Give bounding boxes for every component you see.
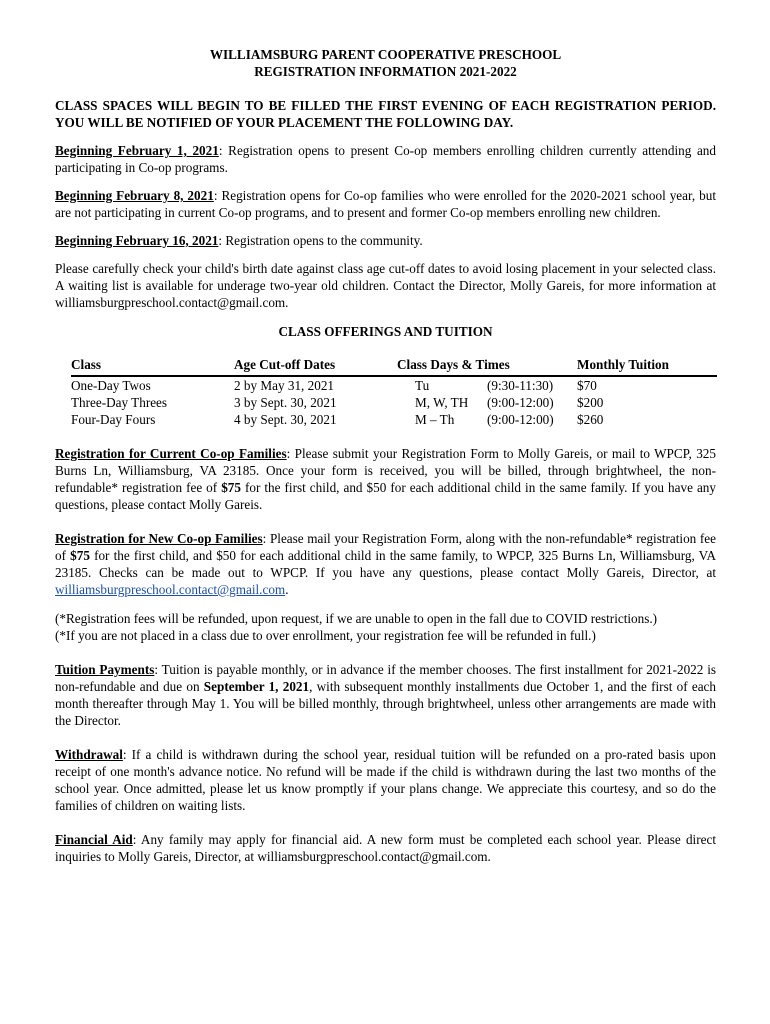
current-families-text-b: for the first child, and $50 for each additional child in the same family. If you have any questions, please contact Molly Gareis. [55,480,716,512]
class-offerings-table [71,356,717,428]
financial-aid-label: Financial Aid [55,832,133,847]
tuition-payments-label: Tuition Payments [55,662,155,677]
tuition-payments-text-a: : Tuition is payable monthly, or in advance if the member chooses. The first installment for 2021-2022 is non-refundable and due on [55,662,716,694]
date-paragraph-2 [55,187,716,221]
class-tuition: $260 [577,412,604,427]
table-row [71,376,717,394]
current-families-label: Registration for Current Co-op Families [55,446,287,461]
financial-aid-text: : Any family may apply for financial aid. A new form must be completed each school year. Please direct inquiries to Molly Gareis, Director, at williamsburgpreschool.contact@gmail.com. [55,832,716,864]
column-header-cutoff: Age Cut-off Dates [234,356,397,376]
tuition-payments-text-b: , with subsequent monthly installments due October 1, and the first of each month thereafter through May 1. You will be billed monthly, through brightwheel, unless other arrangements are made with the Director. [55,679,716,728]
contact-email-link[interactable]: williamsburgpreschool.contact@gmail.com [55,582,286,597]
class-times: (9:30-11:30) [487,378,554,393]
class-cutoff: 3 by Sept. 30, 2021 [234,395,337,410]
class-tuition: $200 [577,395,604,410]
document-page [55,46,716,865]
class-schedule [397,411,577,428]
class-days: Tu [415,378,430,393]
title-line-1: WILLIAMSBURG PARENT COOPERATIVE PRESCHOOL [209,47,562,62]
withdrawal-text: : If a child is withdrawn during the school year, residual tuition will be refunded on a pro-rated basis upon receipt of one month's advance notice. No refund will be made if the child is withdrawn during the last two months of the school year. Once admitted, please let us know promptly if your plans change. We appreciate this courtesy, and so do the families of children on waiting lists. [55,747,716,813]
class-schedule [397,394,577,411]
column-header-class: Class [71,356,234,376]
column-header-tuition: Monthly Tuition [577,356,717,376]
date-paragraph-3 [55,232,716,249]
date-label-3: Beginning February 16, 2021 [55,233,219,248]
offerings-heading: CLASS OFFERINGS AND TUITION [278,324,493,339]
new-families-paragraph [55,530,716,598]
class-tuition: $70 [577,378,597,393]
current-families-paragraph [55,445,716,513]
date-text-1: : Registration opens to present Co-op members enrolling children currently attending and participating in Co-op programs. [55,143,716,175]
date-label-1: Beginning February 1, 2021 [55,143,219,158]
class-days: M, W, TH [415,395,469,410]
current-families-text-a: : Please submit your Registration Form to Molly Gareis, or mail to WPCP, 325 Burns Ln, Williamsburg, VA 23185. Once your form is received, you will be billed, through brightwheel, the non-refundable* registration fee of [55,446,716,495]
new-families-text-b: for the first child, and $50 for each additional child in the same family, to WPCP, 325 Burns Ln, Williamsburg, VA 23185. Checks can be made out to WPCP. If you have any questions, please contact Molly Gareis, Director, at [55,548,716,580]
date-label-2: Beginning February 8, 2021 [55,188,214,203]
new-families-text-c: . [285,582,289,597]
class-name: Four-Day Fours [71,412,156,427]
class-name: One-Day Twos [71,378,151,393]
class-schedule [397,376,577,394]
table-row [71,394,717,411]
tuition-payments-paragraph [55,661,716,729]
new-families-fee: $75 [70,548,90,563]
refund-note-1: (*Registration fees will be refunded, upon request, if we are unable to open in the fall due to COVID restrictions.) [55,611,658,626]
placement-notice: CLASS SPACES WILL BEGIN TO BE FILLED THE FIRST EVENING OF EACH REGISTRATION PERIOD. YOU WILL BE NOTIFIED OF YOUR PLACEMENT THE FOLLOWING DAY. [55,98,716,130]
tuition-due-date: September 1, 2021 [203,679,310,694]
date-text-2: : Registration opens for Co-op families who were enrolled for the 2020-2021 school year, but are not participating in current Co-op programs, and to present and former Co-op members enrolling new children. [55,188,716,220]
document-title [55,46,716,80]
class-days: M – Th [415,412,455,427]
class-name: Three-Day Threes [71,395,168,410]
current-families-fee: $75 [221,480,241,495]
title-line-2: REGISTRATION INFORMATION 2021-2022 [254,64,517,79]
refund-note-2: (*If you are not placed in a class due to over enrollment, your registration fee will be refunded in full.) [55,628,596,643]
date-text-3: : Registration opens to the community. [218,233,423,248]
class-cutoff: 4 by Sept. 30, 2021 [234,412,337,427]
withdrawal-label: Withdrawal [55,747,123,762]
table-header-row [71,356,717,376]
refund-notes [55,610,716,644]
column-header-days: Class Days & Times [397,356,577,376]
birthdate-note: Please carefully check your child's birth date against class age cut-off dates to avoid losing placement in your selected class. A waiting list is available for underage two-year old children. Contact the Director, Molly Gareis, for more information at williamsburgpreschool.contact@gmail.com. [55,261,716,310]
new-families-label: Registration for New Co-op Families [55,531,263,546]
class-times: (9:00-12:00) [487,412,554,427]
class-cutoff: 2 by May 31, 2021 [234,378,335,393]
financial-aid-paragraph [55,831,716,865]
new-families-text-a: : Please mail your Registration Form, along with the non-refundable* registration fee of [55,531,717,563]
class-times: (9:00-12:00) [487,395,554,410]
table-row [71,411,717,428]
date-paragraph-1 [55,142,716,176]
withdrawal-paragraph [55,746,716,814]
